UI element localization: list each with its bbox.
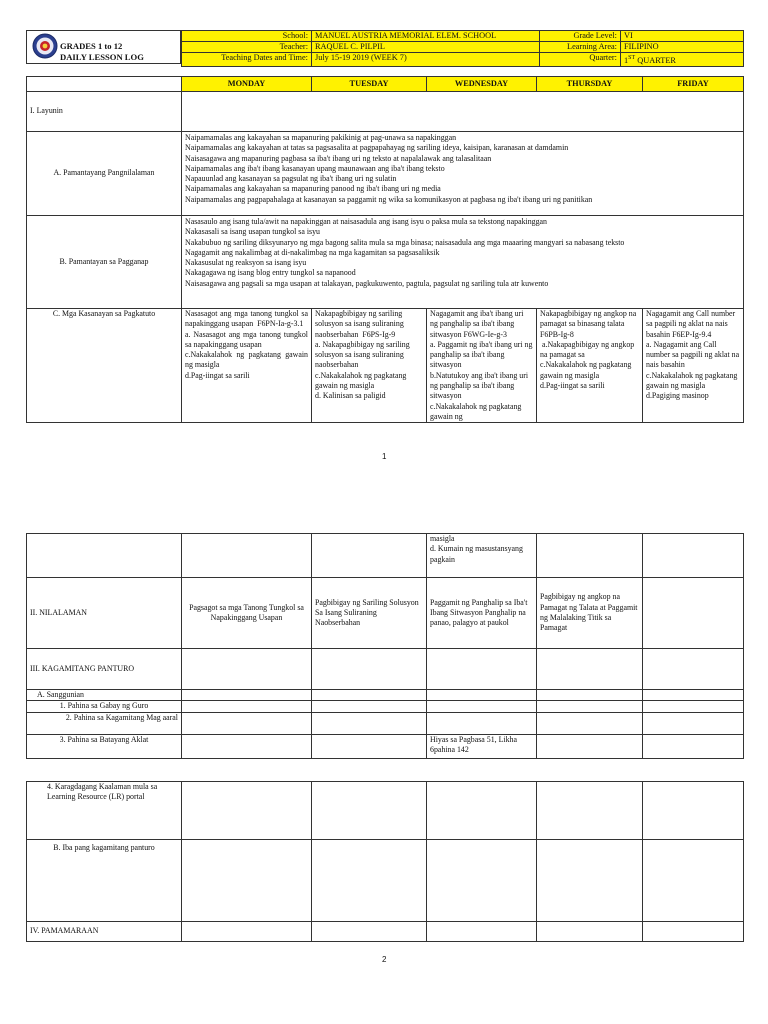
kagamitang-mag-aaral-label: 2. Pahina sa Kagamitang Mag aaral: [27, 712, 182, 734]
day-monday: MONDAY: [182, 77, 312, 92]
nilalaman-friday: [643, 578, 744, 649]
cont-thursday: [537, 534, 643, 578]
list-item: Nakasusulat ng reaksyon sa isang isyu: [185, 258, 307, 268]
lesson-log-table-page1: [26, 76, 744, 423]
iba-pang-kagamitan-label: B. Iba pang kagamitang panturo: [27, 840, 182, 922]
kasanayan-monday: Nasasagot ang mga tanong tungkol sa napakinggang usapan F6PN-Ia-g-3.1 a. Nasasagot ang mga tanong tungkol sa napakinggang usapan c.Nakakalahok ng pagkatang gawain ng masigla d.Pag-iingat sa sarili: [182, 309, 312, 423]
lesson-log-table-page2-top: [26, 533, 744, 759]
cont-monday: [182, 534, 312, 578]
list-item: Napauunlad ang kasanayan sa pagsulat ng iba't ibang uri ng sulatin: [185, 174, 397, 184]
kasanayan-friday: Nagagamit ang Call number sa pagpili ng aklat na nais basahin F6EP-Ig-9.4 a. Nagagamit ang Call number sa pagpili ng aklat na nais basahin c.Nakakalahok ng pagkatang gawain ng masigla d.Pagiging masinop: [643, 309, 744, 423]
batayang-aklat-label: 3. Pahina sa Batayang Aklat: [27, 734, 182, 758]
kagamitang-panturo-label: III. KAGAMITANG PANTURO: [27, 649, 182, 690]
cont-wednesday: masigla d. Kumain ng masustansyang pagkain: [427, 534, 537, 578]
school-value: MANUEL AUSTRIA MEMORIAL ELEM. SCHOOL: [312, 31, 540, 42]
kasanayan-sa-pagkatuto-label: C. Mga Kasanayan sa Pagkatuto: [27, 309, 182, 423]
grades-label: GRADES 1 to 12: [60, 41, 123, 51]
layunin-label: I. Layunin: [27, 92, 182, 132]
kagamitang-panturo-row: [27, 649, 744, 690]
batayang-aklat-wednesday: Hiyas sa Pagbasa 51, Likha 6pahina 142: [427, 734, 537, 758]
kasanayan-thursday: Nakapagbibigay ng angkop na pamagat sa binasang talata F6PB-Ig-8 a.Nakapagbibigay ng angkop na pamagat sa c.Nakakalahok ng pagkatang gawain ng masigla d.Pag-iingat sa sarili: [537, 309, 643, 423]
teacher-label: Teacher:: [182, 42, 312, 53]
learning-area-value: FILIPINO: [621, 42, 744, 53]
nilalaman-label: II. NILALAMAN: [27, 578, 182, 649]
quarter-label: Quarter:: [540, 53, 621, 67]
list-item: Nasasaulo ang isang tula/awit na napakinggan at naisasadula ang isang isyu o paksa mula sa tekstong napakinggan: [185, 217, 547, 226]
list-item: Naipamamalas ang kakayahan sa mapanuring panood ng iba't ibang uri ng media: [185, 184, 441, 194]
list-item: Naisasagawa ang pagsali sa mga usapan at talakayan, pagkukuwento, pagtula, pagsulat ng sariling tula atr kuwento: [185, 278, 549, 288]
list-item: Naipamamalas ang iba't ibang kasanayan upang maunawaan ang iba't ibang teksto: [185, 163, 445, 173]
list-item: Nakasasali sa isang usapan tungkol sa isyu: [185, 227, 320, 237]
layunin-row: [27, 92, 744, 132]
list-item: Naipamamalas ang kakayahan sa mapanuring pakikinig at pag-unawa sa napakinggan: [185, 133, 457, 142]
header-title: [60, 41, 144, 63]
learning-area-label: Learning Area:: [540, 42, 621, 53]
deped-seal-icon: [32, 33, 58, 59]
teacher-value: RAQUEL C. PILPIL: [312, 42, 540, 53]
gabay-guro-label: 1. Pahina sa Gabay ng Guro: [27, 701, 182, 712]
batayang-aklat-row: [27, 734, 744, 758]
pamantayang-pangnilalaman-label: A. Pamantayang Pangnilalaman: [27, 132, 182, 216]
pamantayang-pangnilalaman-row: [27, 132, 744, 216]
page-number-2: 2: [382, 955, 387, 964]
daily-lesson-log-label: DAILY LESSON LOG: [60, 52, 144, 62]
kagamitang-mag-aaral-row: [27, 712, 744, 734]
day-wednesday: WEDNESDAY: [427, 77, 537, 92]
grade-level-label: Grade Level:: [540, 31, 621, 42]
pamamaraan-row: [27, 922, 744, 942]
school-label: School:: [182, 31, 312, 42]
sanggunian-row: [27, 690, 744, 701]
day-thursday: THURSDAY: [537, 77, 643, 92]
header-info-table: [181, 30, 744, 67]
pamamaraan-label: IV. PAMAMARAAN: [27, 922, 182, 942]
days-row: [27, 77, 744, 92]
page-number-1: 1: [382, 452, 387, 461]
nilalaman-tuesday: Pagbibigay ng Sariling Solusyon Sa Isang Suliraning Naobserbahan: [312, 578, 427, 649]
gabay-guro-row: [27, 701, 744, 712]
pamantayan-sa-pagganap-content: [182, 216, 744, 309]
day-tuesday: TUESDAY: [312, 77, 427, 92]
list-item: Naipamamalas ang pagpapahalaga at kasanayan sa paggamit ng wika sa komunikasyon at pagbasa ng iba't ibang uri ng panitikan: [185, 194, 593, 204]
lr-portal-label: 4. Karagdagang Kaalaman mula sa Learning Resource (LR) portal: [27, 782, 182, 840]
list-item: Naipamamalas ang kakayahan at tatas sa pagsasalita at pagpapahayag ng sariling ideya, kaisipan, karanasan at damdamin: [185, 143, 569, 153]
teaching-dates-label: Teaching Dates and Time:: [182, 53, 312, 67]
sanggunian-label: A. Sanggunian: [27, 690, 182, 701]
kasanayan-sa-pagkatuto-row: [27, 309, 744, 423]
list-item: Nakagagawa ng isang blog entry tungkol sa napanood: [185, 268, 356, 278]
list-item: Nagagamit ang nakalimbag at di-nakalimbag na mga kagamitan sa pagsasaliksik: [185, 247, 440, 257]
lesson-log-table-page2-bottom: [26, 781, 744, 942]
grade-level-value: VI: [621, 31, 744, 42]
list-item: Naisasagawa ang mapanuring pagbasa sa iba't ibang uri ng teksto at napalalawak ang talasalitaan: [185, 153, 492, 163]
nilalaman-thursday: Pagbibigay ng angkop na Pamagat ng Talata at Paggamit ng Malalaking Titik sa Pamagat: [537, 578, 643, 649]
nilalaman-wednesday: Paggamit ng Panghalip sa Iba't Ibang Sitwasyon Panghalip na panao, palagyo at paukol: [427, 578, 537, 649]
nilalaman-monday: Pagsagot sa mga Tanong Tungkol sa Napakinggang Usapan: [182, 578, 312, 649]
list-item: Nakabubuo ng sariling diksyunaryo ng mga bagong salita mula sa mga binasa; naisasadula ang mga maaaring mangyari sa nabasang teksto: [185, 237, 625, 247]
cont-tuesday: [312, 534, 427, 578]
quarter-value: 1ST QUARTER: [621, 53, 744, 67]
pamantayan-sa-pagganap-label: B. Pamantayan sa Pagganap: [27, 216, 182, 309]
teaching-dates-value: July 15-19 2019 (WEEK 7): [312, 53, 540, 67]
nilalaman-row: [27, 578, 744, 649]
kasanayan-wednesday: Nagagamit ang iba't ibang uri ng panghalip sa iba't ibang sitwasyon F6WG-Ie-g-3 a. Paggamit ng iba't ibang uri ng panghalip sa iba't ibang sitwasyon b.Natutukoy ang iba't ibang uri ng panghalip sa iba't ibang sitwasyon c.Nakakalahok ng pagkatang gawain ng: [427, 309, 537, 423]
days-corner: [27, 77, 182, 92]
cont-friday: [643, 534, 744, 578]
kasanayan-tuesday: Nakapagbibigay ng sariling solusyon sa isang suliraning naobserbahan F6PS-Ig-9 a. Nakapagbibigay ng sariling solusyon sa isang suliraning naobserbahan c.Nakakalahok ng pagkatang gawain ng masigla d. Kalinisan sa paligid: [312, 309, 427, 423]
pamantayan-sa-pagganap-row: [27, 216, 744, 309]
day-friday: FRIDAY: [643, 77, 744, 92]
lr-portal-row: [27, 782, 744, 840]
iba-pang-kagamitan-row: [27, 840, 744, 922]
continuation-row: [27, 534, 744, 578]
pamantayang-pangnilalaman-content: [182, 132, 744, 216]
